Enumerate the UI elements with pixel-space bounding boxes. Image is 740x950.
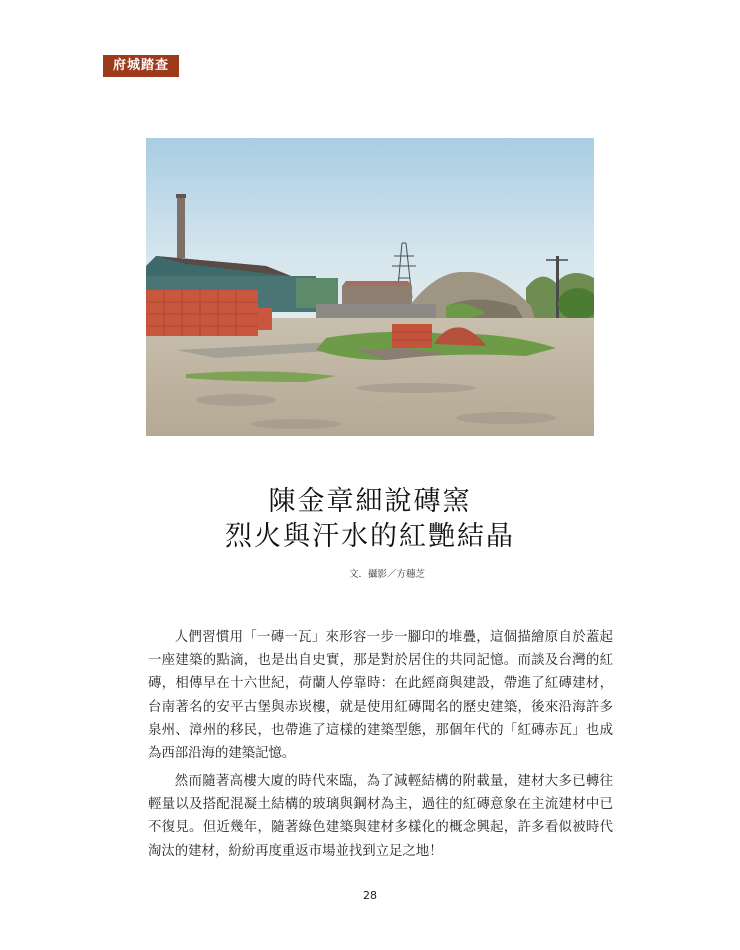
page-number: 28 bbox=[363, 889, 377, 902]
brick-kiln-photo bbox=[146, 138, 594, 436]
article-title bbox=[0, 484, 740, 554]
title-line-2: 烈火與汗水的紅艷結晶 bbox=[225, 521, 515, 552]
section-tag: 府城踏查 bbox=[103, 55, 179, 77]
byline: 文．攝影／方穗芝 bbox=[348, 569, 425, 580]
body-paragraph-2: 然而隨著高樓大廈的時代來臨，為了減輕結構的附載量，建材大多已轉往輕量以及搭配混凝土結構的玻璃與鋼材為主，過往的紅磚意象在主流建材中已不復見。但近幾年，隨著綠色建築與建材多樣化的概念興起，許多看似被時代淘汰的建材，紛紛再度重返市場並找到立足之地！ bbox=[148, 774, 613, 859]
body-paragraph-1: 人們習慣用「一磚一瓦」來形容一步一腳印的堆疊，這個描繪原自於蓋起一座建築的點滴，也是出自史實，那是對於居住的共同記憶。而談及台灣的紅磚，相傳早在十六世紀，荷蘭人停靠時：在此經商與建設，帶進了紅磚建材，台南著名的安平古堡與赤崁樓，就是使用紅磚聞名的歷史建築，後來沿海許多泉州、漳州的移民，也帶進了這樣的建築型態，那個年代的「紅磚赤瓦」也成為西部沿海的建築記憶。 bbox=[148, 630, 613, 762]
title-line-1: 陳金章細說磚窯 bbox=[268, 486, 472, 517]
